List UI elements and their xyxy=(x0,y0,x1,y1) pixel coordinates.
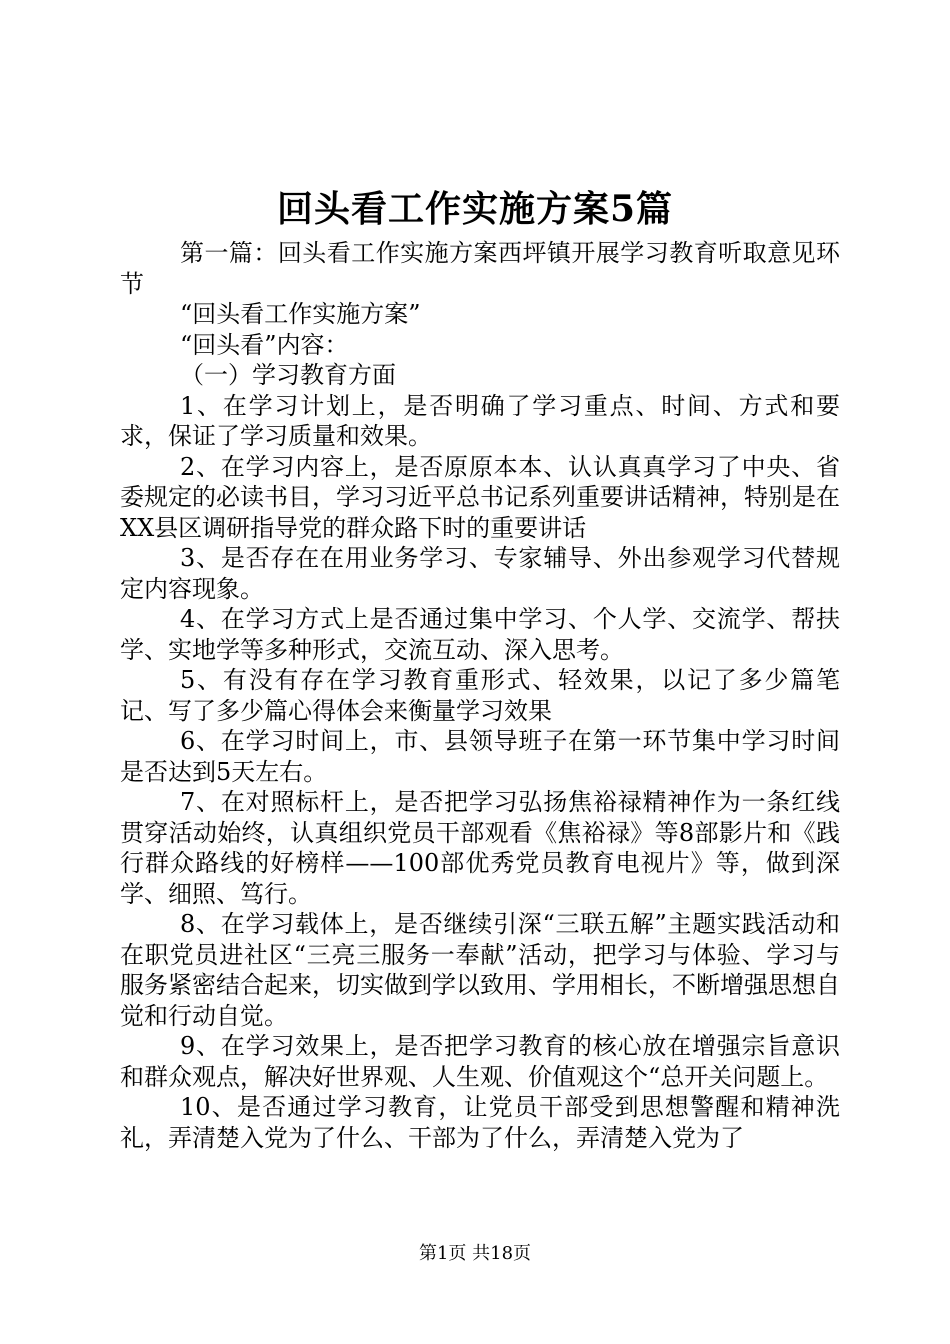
paragraph-item-4: 4、在学习方式上是否通过集中学习、个人学、交流学、帮扶学、实地学等多种形式，交流互动、深入思考。 xyxy=(120,605,840,664)
paragraph-item-1: 1、在学习计划上，是否明确了学习重点、时间、方式和要求，保证了学习质量和效果。 xyxy=(120,391,840,450)
paragraph-item-8: 8、在学习载体上，是否继续引深“三联五解”主题实践活动和在职党员进社区“三亮三服务一奉献”活动，把学习与体验、学习与服务紧密结合起来，切实做到学以致用、学用相长，不断增强思想自觉和行动自觉。 xyxy=(120,910,840,1030)
paragraph-section-heading: （一）学习教育方面 xyxy=(180,361,396,389)
paragraph-item-5: 5、有没有存在学习教育重形式、轻效果，以记了多少篇笔记、写了多少篇心得体会来衡量学习效果 xyxy=(120,666,840,725)
document-body xyxy=(120,238,840,1153)
paragraph-item-9: 9、在学习效果上，是否把学习教育的核心放在增强宗旨意识和群众观点，解决好世界观、人生观、价值观这个“总开关问题上。 xyxy=(120,1032,840,1091)
paragraph-item-7: 7、在对照标杆上，是否把学习弘扬焦裕禄精神作为一条红线贯穿活动始终，认真组织党员干部观看《焦裕禄》等8部影片和《践行群众路线的好榜样——100部优秀党员教育电视片》等，做到深学、细照、笃行。 xyxy=(120,788,840,908)
document-title: 回头看工作实施方案5篇 xyxy=(276,188,674,230)
paragraph-item-3: 3、是否存在在用业务学习、专家辅导、外出参观学习代替规定内容现象。 xyxy=(120,544,840,603)
paragraph-part-heading: 第一篇：回头看工作实施方案西坪镇开展学习教育听取意见环节 xyxy=(120,239,840,298)
paragraph-item-10: 10、是否通过学习教育，让党员干部受到思想警醒和精神洗礼，弄清楚入党为了什么、干部为了什么，弄清楚入党为了 xyxy=(120,1093,840,1152)
paragraph-plan-title: “回头看工作实施方案” xyxy=(180,300,421,328)
paragraph-item-6: 6、在学习时间上，市、县领导班子在第一环节集中学习时间是否达到5天左右。 xyxy=(120,727,840,786)
paragraph-item-2: 2、在学习内容上，是否原原本本、认认真真学习了中央、省委规定的必读书目，学习习近平总书记系列重要讲话精神，特别是在XX县区调研指导党的群众路下时的重要讲话 xyxy=(120,452,840,542)
paragraph-content-heading: “回头看”内容： xyxy=(180,330,349,359)
page-number-footer: 第1页 共18页 xyxy=(418,1243,532,1264)
